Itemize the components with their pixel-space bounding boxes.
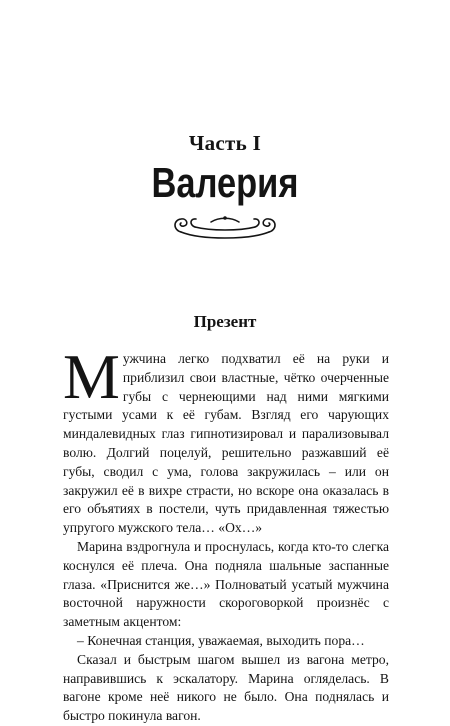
story-text <box>63 341 389 726</box>
drop-cap: М <box>63 341 120 412</box>
paragraph: Сказал и быстрым шагом вышел из вагона метро, направившись к эскалатору. Марина огляделась. В вагоне кроме неё никого не было. Она поднялась и быстро покинула вагон. <box>63 651 389 724</box>
part-title: Валерия <box>151 159 299 206</box>
first-paragraph <box>63 341 389 538</box>
first-paragraph-text: ужчина легко подхватил её на руки и приблизил свои властные, чётко очерченные губы с чернеющими над ними мягкими густыми усами к её губам. Взгляд его чарующих миндалевидных глаз гипнотизировал и парализовывал волю. Долгий поцелуй, решительно разжавший её губы, сводил с ума, голова закружилась – или он закружил её в вихре страсти, но вскоре она оказалась в его объятиях в постели, чуть придавленная тяжестью упругого мужского тела… «Ох…» <box>63 351 389 536</box>
paragraph: – Конечная станция, уважаемая, выходить пора… <box>77 632 365 648</box>
section-title: Презент <box>193 312 257 331</box>
paragraph: Марина вздрогнула и проснулась, когда кто-то слегка коснулся её плеча. Она подняла шальные заспанные глаза. «Приснится же…» Полноватый усатый мужчина восточной наружности скороговоркой произнёс с заметным акцентом: <box>63 538 389 630</box>
scroll-ornament-icon <box>171 210 279 244</box>
part-label: Часть I <box>188 131 262 155</box>
